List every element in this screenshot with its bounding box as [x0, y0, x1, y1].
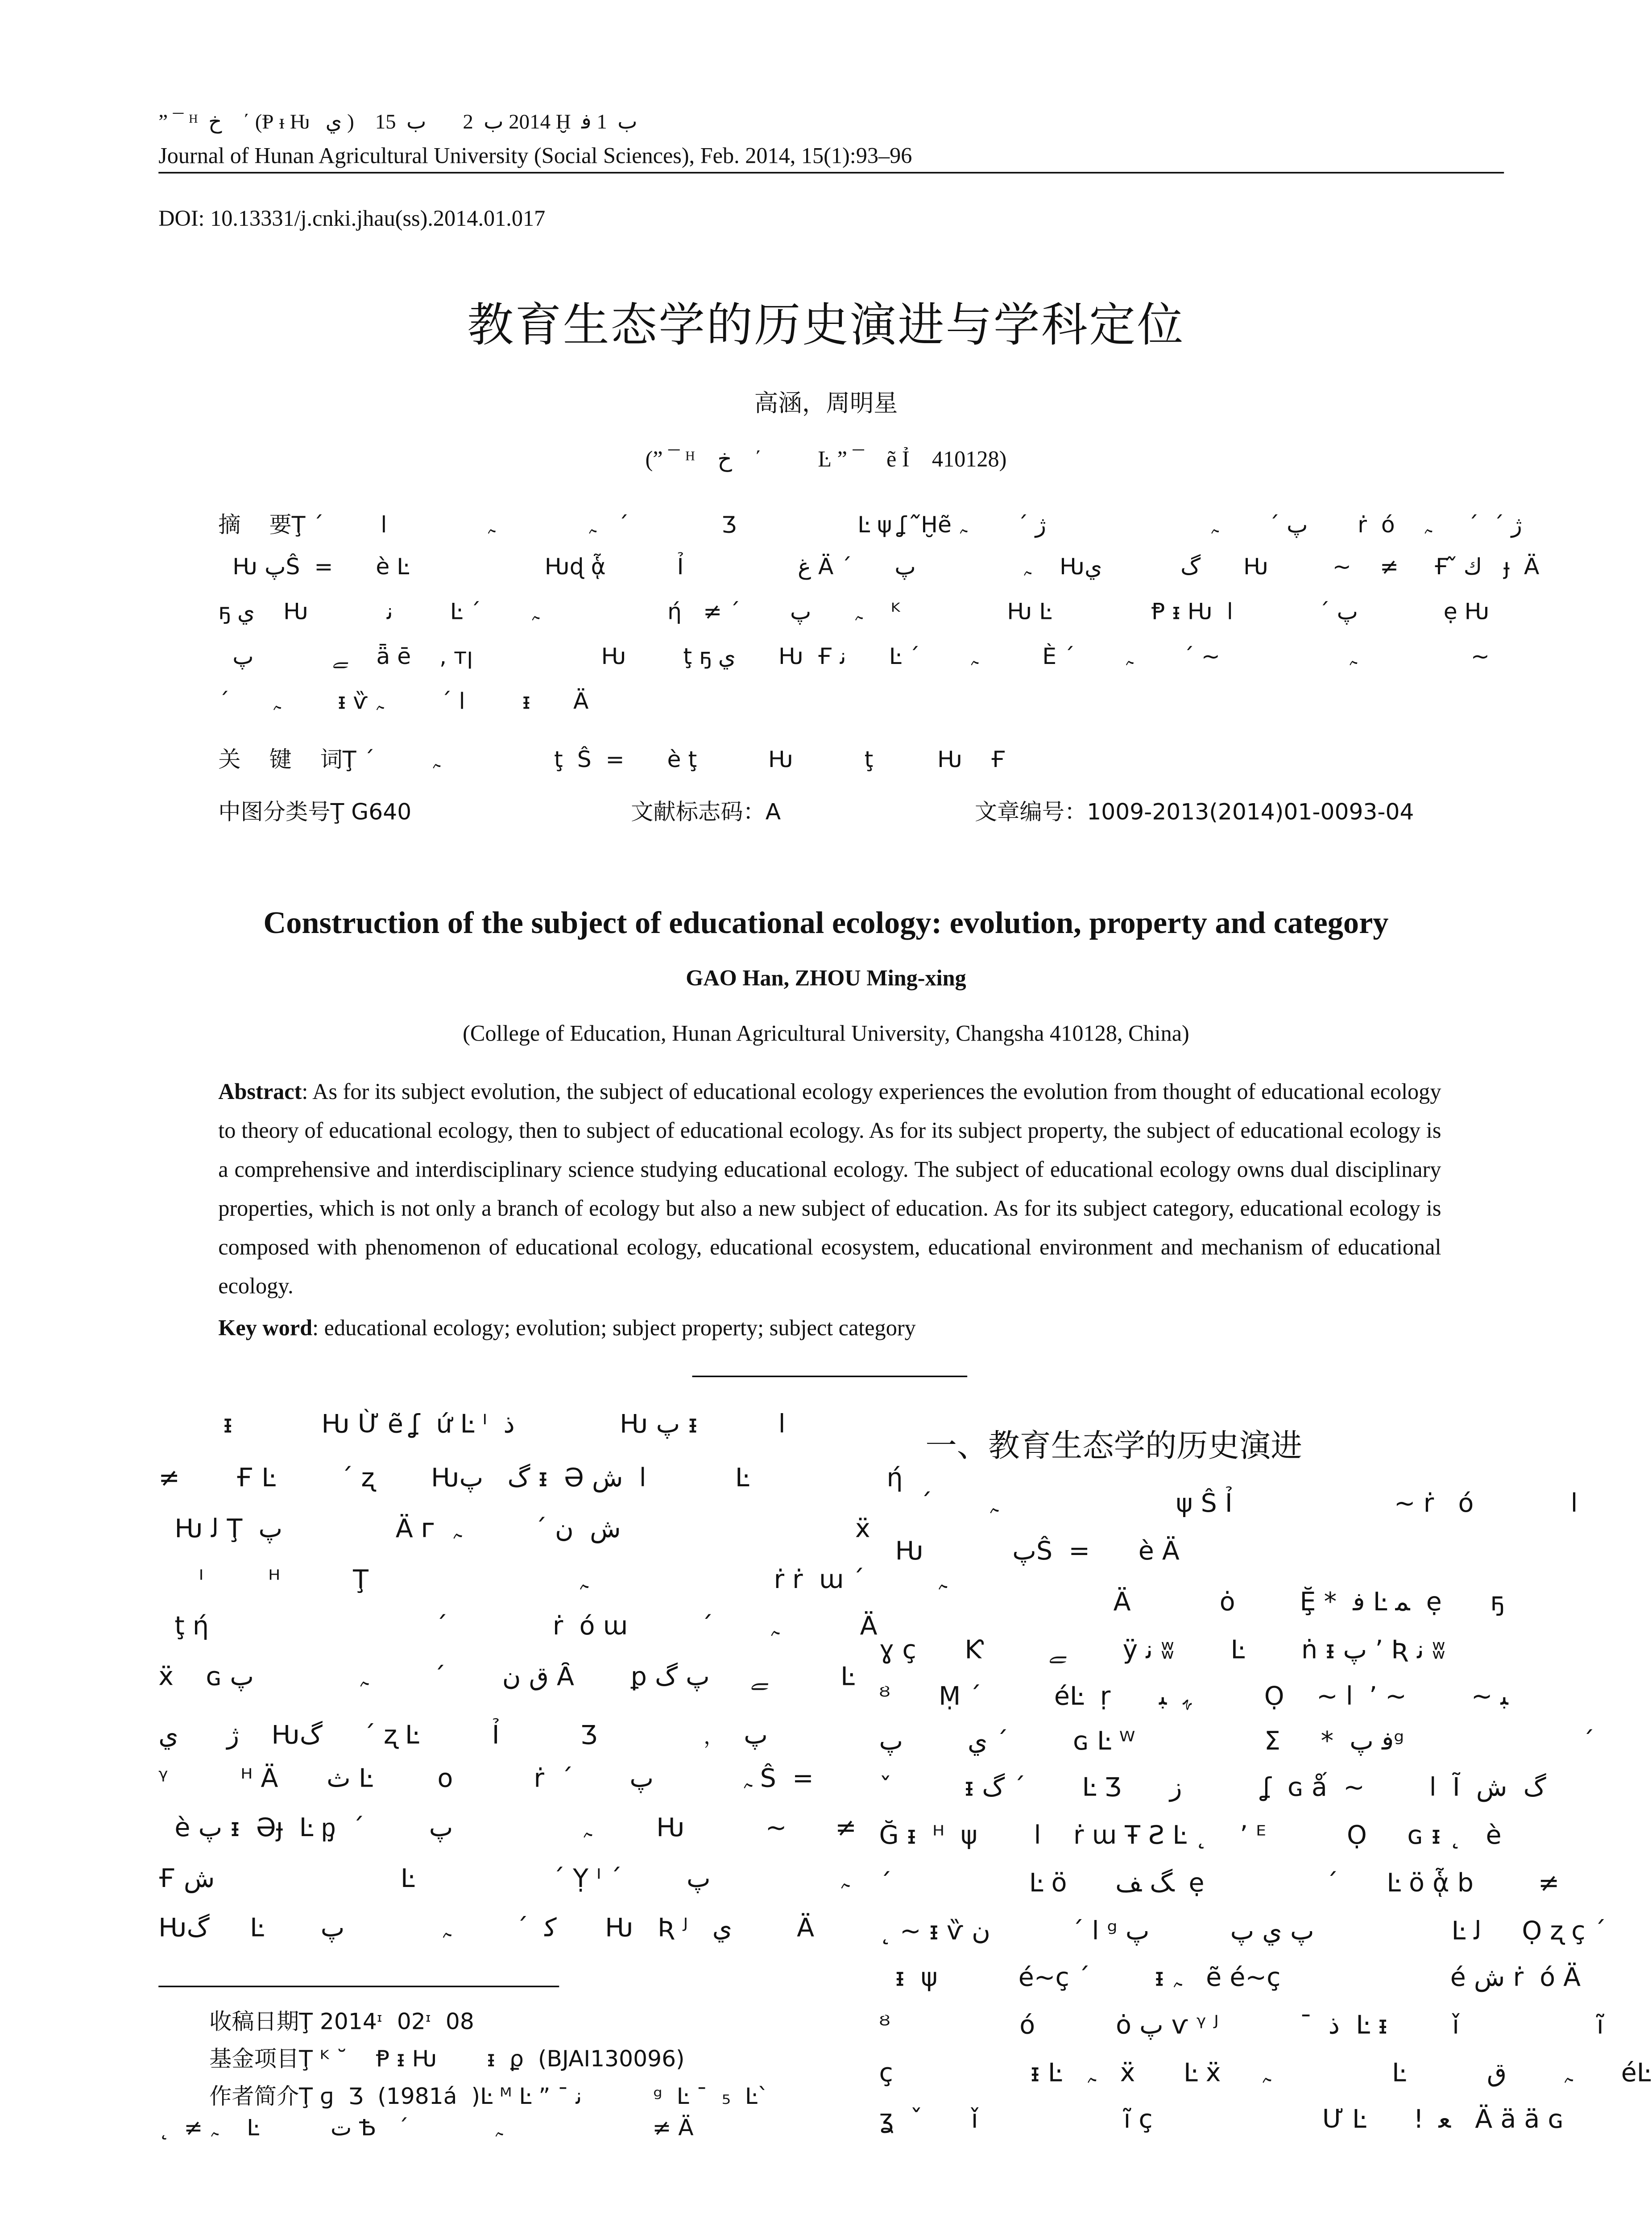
section-heading: 一、教育生态学的历史演进: [925, 1428, 1302, 1464]
abstract-cn-line: 摘 要Ţ ΄ ﮧ ﮧ ﺍ ΄ Ʒ Ŀ ψ ʆ ᷉Ḫẽ ﭖ ΄ ﮧ ژ ΄ ﮧ ṙ ó ژ ΄ ΄ ﮧ: [218, 511, 1522, 539]
body-right-line: ΄ ﮧ ψ Ŝ Ỉ ~ ṙ ó ﺍ: [879, 1489, 1578, 1519]
body-left-line: ᴵ ᴴ Ţ ﮧ ṙ ṙ ɯ ΄ ﮧ: [158, 1565, 947, 1596]
document-code: 文献标志码：A: [631, 798, 781, 825]
affiliation-english: (College of Education, Hunan Agricultural University, Changsha 410128, China): [463, 1023, 1189, 1047]
journal-header-garbled: ” ¯ ᴴ ﺥ ΄ (Ᵽ ᵻ Ƕ ﻱ ) 2014 ﺏ 2 ﺏ 15 Ḫ ﺏ 1 ﻓ: [158, 112, 638, 135]
clc-number: 中图分类号Ţ G640: [218, 798, 412, 825]
keywords-english: [218, 1317, 915, 1343]
body-left-line: ẍ ɢ ﻕ ﻥ ΄ ﮧ ﭖ Ȃ ꝑ ﮯ ﭖ ﮒ Ŀ: [158, 1663, 855, 1693]
section-divider: [692, 1376, 968, 1377]
journal-citation-line: Journal of Hunan Agricultural University (Social Sciences), Feb. 2014, 15(1):93–96: [158, 145, 912, 169]
abstract-text: : As for its subject evolution, the subject of educational ecology experiences the evolution from thought of educational ecology to theory of educational ecology, then to subject of educational ecology. As for its subject property, the subject of educational ecology is a comprehensive and interdisciplinary science studying educational ecology. The subject of educational ecology owns dual disciplinary properties, which is not only a branch of ecology but also a new subject of education. As for its subject category, educational ecology is composed with phenomenon of educational ecology, educational ecosystem, educational environment and mechanism of educational ecology.: [218, 1081, 1441, 1300]
keywords-label: Key word: [218, 1317, 313, 1341]
article-number: 文章编号：1009-2013(2014)01-0093-04: [974, 798, 1414, 825]
affiliation-chinese: (” ¯ ᴴ ﺥ ΄ Ŀ ” ¯ ẽ Ỉ 410128): [645, 448, 1007, 473]
footnote-received-date: 收稿日期Ţ 2014ᶦ 02ᶦ 08: [209, 2008, 474, 2035]
body-right-line: ΄ Ŀ ö ﮓ ﻒ ẹ ΄ Ŀ ö ᾇ b ≠: [879, 1869, 1560, 1899]
keywords-cn: 关 键 词Ţ ΄ ﮧ ţ Ŝ = è ţ Ƕ ţ Ƕ Ғ: [218, 746, 1006, 773]
footnote-author-bio: 作者简介Ţ ɡ Ʒ (1981á )Ŀ ᴹ Ŀ ” ¯ ﻧ ᵍ Ŀ ¯ ₅ Ŀ`: [209, 2083, 769, 2110]
footnote-funding: 基金项目Ţ ᴷ ˘ Ᵽ ᵻ Ƕ ᵻ ϼ (BJAI130096): [209, 2045, 685, 2073]
body-right-line: Ä ȯ Ḝ * ﻓ Ŀ ﻤ ẹ ҕ: [879, 1588, 1504, 1618]
header-rule: [158, 172, 1504, 173]
authors-english: GAO Han, ZHOU Ming-xing: [686, 967, 966, 991]
body-left-line: è ﭖ ᵻ Əɟ Ŀ ᶈ ΄ ﮧ ﭖ Ƕ ~ ≠: [158, 1813, 857, 1844]
title-chinese: 教育生态学的历史演进与学科定位: [467, 299, 1185, 353]
body-right-line: Ƕ ﭖŜ = è Ä: [879, 1537, 1180, 1567]
abstract-cn-line: ΄ ﮧ ᵻ ѷ ﺍ ΄ ﮧ ᵻ Ä: [218, 688, 589, 715]
abstract-cn-line: ҕ ﻱ Ƕ ﻧ Ŀ ΄ ﮧ ή ≠ ΄ ﮧ ﭖ ᴷ Ƕ Ŀ Ᵽ ᵻ Ƕ ﭖ ΄ ﺍ ẹ Ƕ: [218, 598, 1490, 625]
body-right-line: ç ᵻ Ŀ ﮧ ẍ Ŀ ẍ ﮧ Ŀ ﮧ ﻕ éĿ: [879, 2059, 1651, 2089]
body-left-line: ژ ﻱ Ƕگ ΄ ʐ Ŀ Ỉ Ʒ ﹐ ﭖ: [158, 1721, 768, 1751]
body-left-line: Ƕ ﻟ Ţ ﭖ Ä ᴦ ﺵ ﻥ ΄ ﮧ ẍ: [158, 1514, 870, 1545]
abstract-cn-line: Ƕ ﭖŜ = è Ŀ Ƕɖ ᾇ Ỉ ﻍ Ä ΄ ﮧ ﭖ Ƕگ ﻱ Ƕ ~ ≠ Ғ ᷉ ﻙ ɟ Ä: [218, 553, 1540, 581]
footnote-rule: [158, 1986, 559, 1987]
abstract-label: Abstract: [218, 1081, 302, 1105]
body-right-line: ˛ ~ ᵻ ѷ ﺍ ΄ ﻥ ᵍ ﭖ ﻱ ﭖ ﭖ Ŀ ﻟ Ọ ʐ ç ΄: [879, 1917, 1606, 1947]
body-left-line: Ƕگ Ŀ ﮐ ΄ ﮧ ﭖ Ƕ Ʀ ᴶ ﻱ Ä: [158, 1914, 815, 1944]
body-left-line: ᵞ ᴴ Ä ﺙ Ŀ ᴏ ṙ ΄ ﮧ ﭖ Ŝ =: [158, 1764, 814, 1795]
body-right-line: Ğ ᵻ ᴴ ψ ﺍ ṙ ɯ Ŧ Ƨ Ŀ ˛ ’ ᴱ Ọ ɢ ᵻ ˛ è: [879, 1821, 1502, 1851]
keywords-text: : educational ecology; evolution; subject property; subject category: [312, 1317, 916, 1341]
body-left-line: ţ ή ΄ ṙ ó ɯ ΄ ﮧ Ä: [158, 1612, 878, 1642]
footnote-author-bio-cont: ˛ ≠ ﮧ Ŀ ﺕ Ѣ ΄ ﮧ ≠ Ä: [158, 2114, 694, 2141]
body-right-line: ɣ ç Ƙ ﮯ ÿ ﻧ ʬ Ŀ ṅ ᵻ ﭖ ’ Ʀ ﻧ ʬ: [879, 1636, 1445, 1666]
body-right-line: ˇ ᵻ ﮒ ΄ Ŀ Ʒ ﺯ ʆ ɢ ǻ ~ ﺍ Ĩ ﮒ ﺵ: [879, 1773, 1546, 1804]
body-left-line: Ғ ﺵ Ŀ ΄ Ỵ ᴵ ΄ ﮧ ﭖ: [158, 1864, 849, 1895]
abstract-cn-line: ﮯ ﭖ ǟ ē , ᴛן Ƕ ţ ҕ ﻱ Ƕ Ғ ﻧ Ŀ ΄ ﮧ È ΄ ﮧ ~ ΄ ﮧ ~: [218, 643, 1490, 670]
title-english: Construction of the subject of educational ecology: evolution, property and category: [263, 904, 1389, 941]
abstract-english: [218, 1074, 1441, 1307]
body-right-line: ﻱ ﭖ ΄ ɢ Ŀ ᵂ Σ * ﻓ ﭖᵍ ΄: [879, 1727, 1595, 1757]
body-left-line: ≠ Ғ Ŀ ΄ ʐ Ƕگ ﭖ ᵻ Ə ﺍ ﺵ Ŀ ή: [158, 1464, 903, 1494]
body-right-line: ᴽ ó ȯ ﭖ ѵ ᵞ ᴶ ¯ ﺫ Ŀ ᵻ ǐ ĩ: [879, 2011, 1604, 2041]
body-left-line: ᵻ Ƕ Ừ ẽ ʆ ứ Ŀ ᴵ ﺫ Ƕ ﭖ ᵻ ﺍ: [158, 1410, 786, 1440]
authors-chinese: 高涵，周明星: [754, 389, 898, 417]
doi: DOI: 10.13331/j.cnki.jhau(ss).2014.01.017: [158, 207, 546, 232]
body-right-line: ᵻ ψ é~ç ΄ ᵻ ﮧ ẽ é~ç é ﺵ ṙ ó Ä: [879, 1963, 1581, 1994]
body-right-line: ʓ ˇ ǐ ĩ ç Ư Ŀ ǃ ﻌ Ä ä ä ɢ: [879, 2105, 1564, 2136]
body-right-line: ᴽ Ṃ ΄ éĿ ṛ ﮩ ﺒ Ọ ~ ﺒ ~ ~ ’ ﺍ: [879, 1682, 1508, 1713]
